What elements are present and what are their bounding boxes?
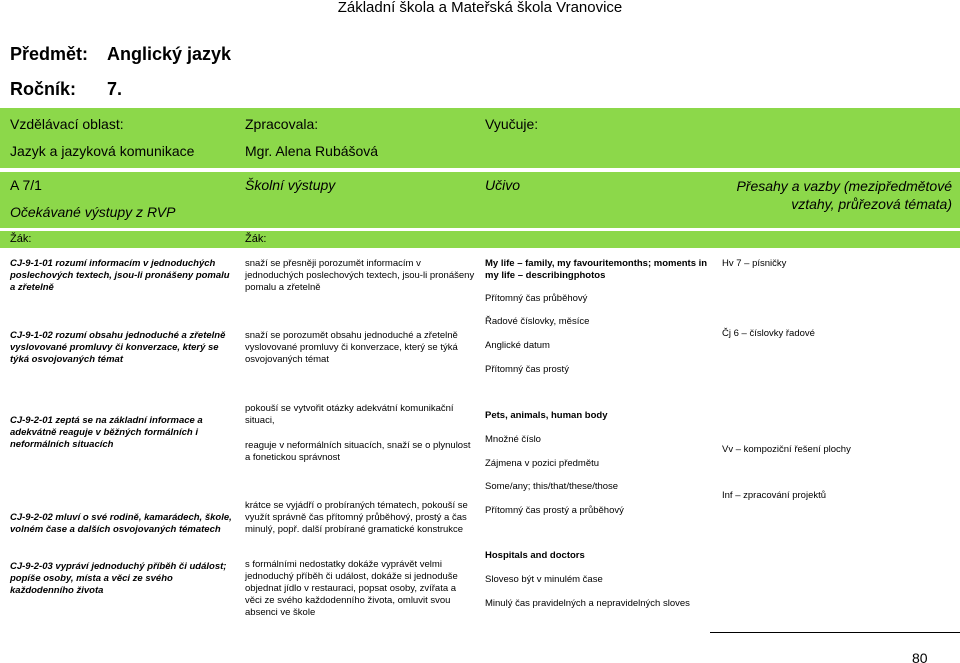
col-code: A 7/1 [10,177,42,193]
overlap-r1: Hv 7 – písničky [722,258,787,269]
footer-rule [710,632,960,633]
curriculum-r2-present-simple: Přítomný čas prostý [485,364,569,375]
curriculum-r2-numerals: Řadové číslovky, měsíce [485,316,590,327]
rvp-cj-9-2-01: CJ-9-2-01 zeptá se na základní informace a adekvátně reaguje v běžných formálních i neformálních situacích [10,415,203,450]
curriculum-r1-grammar: Přítomný čas průběhový [485,293,588,304]
subject-label: Předmět: [10,44,89,64]
grade-label: Ročník: [10,79,77,99]
col-overlaps: Přesahy a vazby (mezipředmětové vztahy, průřezová témata) [736,178,952,212]
outcome-r3-react: reaguje v neformálních situacích, snaží se o plynulost a fonetickou správnost [245,440,471,463]
rvp-cj-9-1-02: CJ-9-1-02 rozumí obsahu jednoduché a zřetelně vyslovované promluvy či konverzace, který se týká osvojovaných témat [10,330,226,365]
curriculum-r4-topic: Hospitals and doctors [485,550,585,561]
student-label-col2: Žák: [245,233,267,245]
rvp-cj-9-1-01: CJ-9-1-01 rozumí informacím v jednoduchých poslechových textech, jsou-li pronášeny pomalu a zřetelně [10,258,230,293]
student-label-band [0,231,960,248]
overlap-r4: Inf – zpracování projektů [722,490,827,501]
curriculum-r4-tenses: Přítomný čas prostý a průběhový [485,505,624,516]
curriculum-r3-pronouns: Zájmena v pozici předmětu [485,458,600,469]
area-value: Jazyk a jazyková komunikace [10,143,195,159]
grade-value: 7. [107,79,123,99]
curriculum-r3-determiners: Some/any; this/that/these/those [485,481,619,492]
col-school-outcomes: Školní výstupy [245,177,336,193]
curriculum-r2-date: Anglické datum [485,340,550,351]
outcome-r1: snaží se přesněji porozumět informacím v jednoduchých poslechových textech, jsou-li pronášeny pomalu a zřetelně [245,258,475,293]
subject-value: Anglický jazyk [107,44,232,64]
area-label: Vzdělávací oblast: [10,116,124,132]
overlap-r2: Čj 6 – číslovky řadové [722,328,815,339]
outcome-r2: snaží se porozumět obsahu jednoduché a zřetelně vyslovované promluvy či konverzace, který se týká osvojovaných témat [245,330,458,365]
curriculum-r3-plural: Množné číslo [485,434,541,445]
page-number: 80 [912,650,928,663]
curriculum-r1-topic: My life – family, my favouritemonths; moments in my life – describingphotos [485,258,708,281]
outcome-r3-questions: pokouší se vytvořit otázky adekvátní komunikační situaci, [245,403,454,426]
col-curriculum: Učivo [485,177,521,193]
prepared-label: Zpracovala: [245,116,319,132]
curriculum-r3-topic: Pets, animals, human body [485,410,608,421]
outcome-r4-narrate: s formálními nedostatky dokáže vyprávět velmi jednoduchý příběh či událost, dokáže si jednoduše objednat jídlo v restauraci, popsat osoby, zvířata a věci ze svého každodenního života, omluvit svou absenci ve škole [245,559,458,618]
school-header: Základní škola a Mateřská škola Vranovice [337,0,623,16]
col-expected-outcomes: Očekávané výstupy z RVP [10,204,176,220]
teaches-label: Vyučuje: [485,116,539,132]
prepared-value: Mgr. Alena Rubášová [245,143,379,159]
rvp-cj-9-2-02: CJ-9-2-02 mluví o své rodině, kamarádech, škole, volném čase a dalších osvojovaných tématech [10,512,232,535]
overlap-r3: Vv – kompoziční řešení plochy [722,444,851,455]
student-label-col1: Žák: [10,233,32,245]
info-header-band [0,108,960,168]
outcome-r4-speak: krátce se vyjádří o probíraných tématech, pokouší se využít správně čas přítomný průběhový, prostý a čas minulý, popř. další probírané gramatické konstrukce [245,500,468,535]
curriculum-r4-be-past: Sloveso být v minulém čase [485,574,603,585]
curriculum-r4-past-simple: Minulý čas pravidelných a nepravidelných sloves [485,598,690,609]
rvp-cj-9-2-03: CJ-9-2-03 vypráví jednoduchý příběh či událost; popíše osoby, místa a věci ze svého každodenního života [10,561,227,596]
